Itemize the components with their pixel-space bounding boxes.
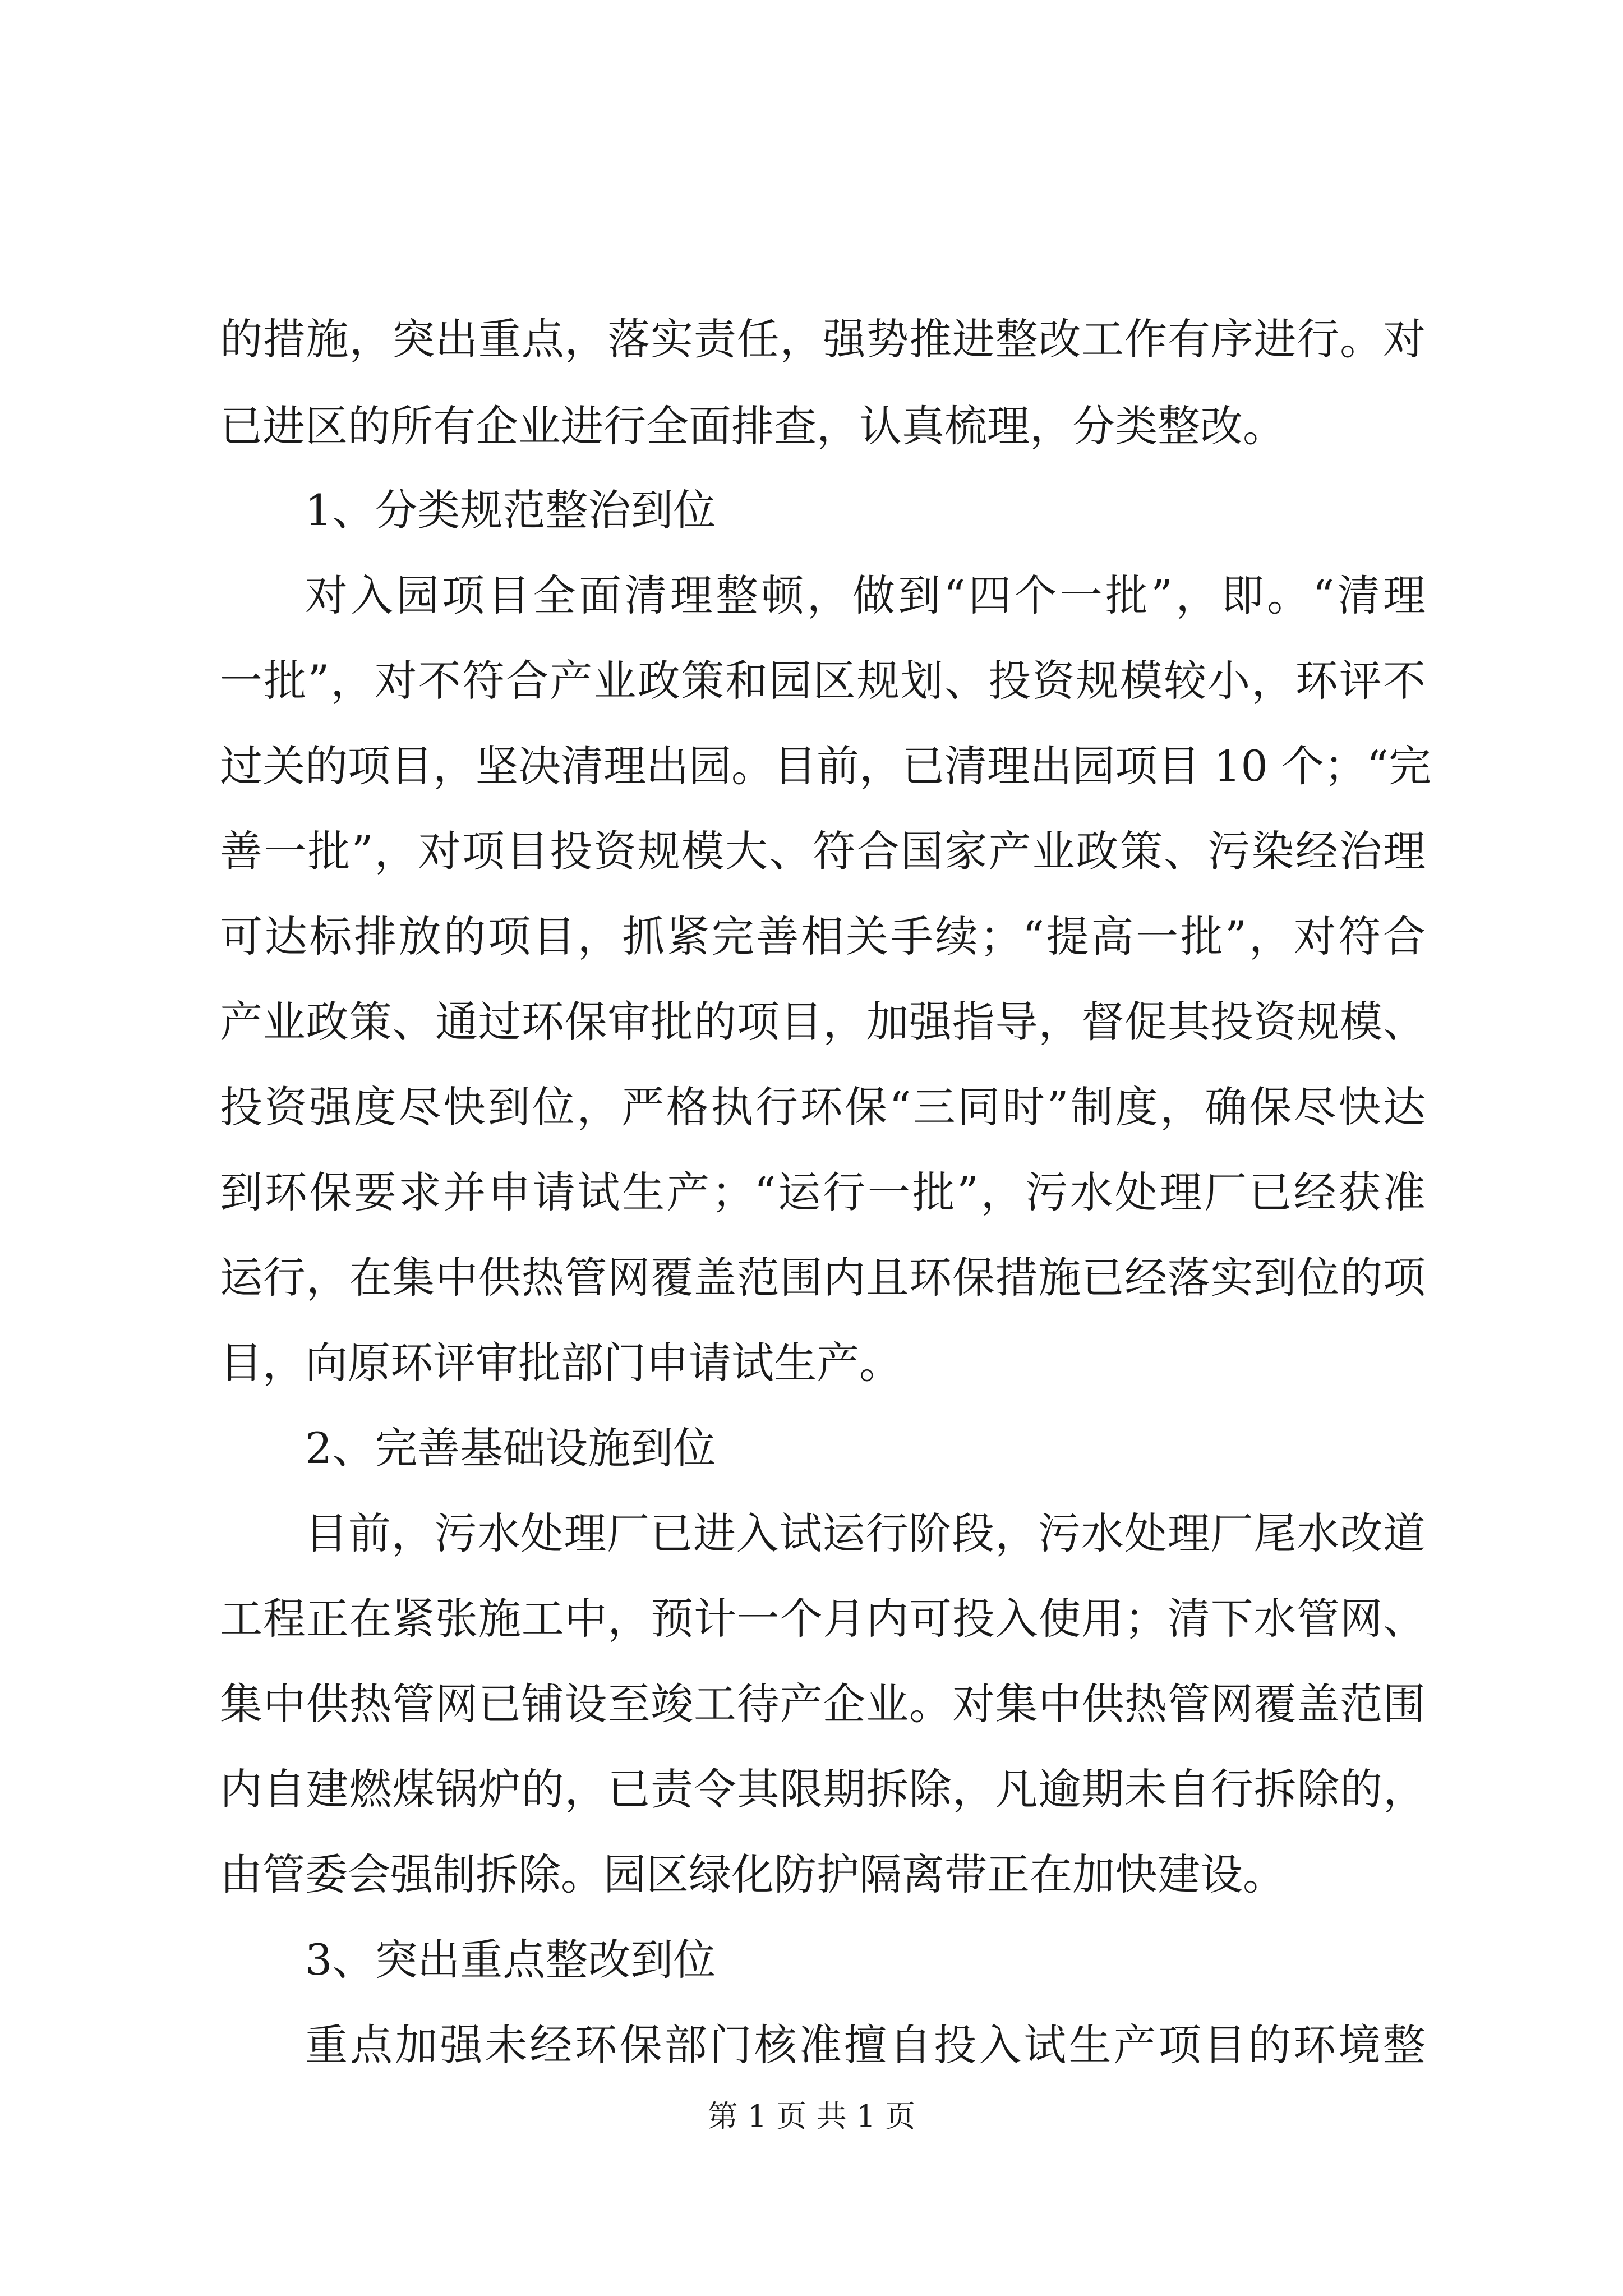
paragraph-line: 一批”，对不符合产业政策和园区规划、投资规模较小，环评不 <box>220 656 1426 706</box>
paragraph-line: 工程正在紧张施工中，预计一个月内可投入使用；清下水管网、 <box>220 1594 1426 1644</box>
paragraph-line: 运行，在集中供热管网覆盖范围内且环保措施已经落实到位的项 <box>220 1253 1426 1303</box>
paragraph-line: 的措施，突出重点，落实责任，强势推进整改工作有序进行。对 <box>220 314 1426 364</box>
paragraph-line: 内自建燃煤锅炉的，已责令其限期拆除，凡逾期未自行拆除的， <box>220 1764 1426 1814</box>
paragraph-line: 投资强度尽快到位，严格执行环保“三同时”制度，确保尽快达 <box>220 1082 1426 1132</box>
paragraph-line: 可达标排放的项目，抓紧完善相关手续；“提高一批”，对符合 <box>220 912 1426 961</box>
paragraph-line: 已进区的所有企业进行全面排查，认真梳理，分类整改。 <box>220 401 1285 451</box>
paragraph-line: 过关的项目，坚决清理出园。目前，已清理出园项目 10 个；“完 <box>220 741 1431 791</box>
section-heading: 2、完善基础设施到位 <box>305 1423 716 1473</box>
page-footer: 第 1 页 共 1 页 <box>707 2099 916 2134</box>
paragraph-line: 目，向原环评审批部门申请试生产。 <box>220 1338 902 1388</box>
paragraph-line: 重点加强未经环保部门核准擅自投入试生产项目的环境整 <box>305 2020 1426 2070</box>
paragraph-line: 目前，污水处理厂已进入试运行阶段，污水处理厂尾水改道 <box>305 1508 1426 1558</box>
section-heading: 1、分类规范整治到位 <box>305 485 716 535</box>
paragraph-line: 对入园项目全面清理整顿，做到“四个一批”，即。“清理 <box>305 570 1426 620</box>
paragraph-line: 到环保要求并申请试生产；“运行一批”，污水处理厂已经获准 <box>220 1167 1426 1217</box>
paragraph-line: 集中供热管网已铺设至竣工待产企业。对集中供热管网覆盖范围 <box>220 1679 1426 1729</box>
section-heading: 3、突出重点整改到位 <box>305 1935 716 1985</box>
paragraph-line: 善一批”，对项目投资规模大、符合国家产业政策、污染经治理 <box>220 826 1426 876</box>
paragraph-line: 由管委会强制拆除。园区绿化防护隔离带正在加快建设。 <box>220 1849 1285 1899</box>
paragraph-line: 产业政策、通过环保审批的项目，加强指导，督促其投资规模、 <box>220 997 1426 1047</box>
